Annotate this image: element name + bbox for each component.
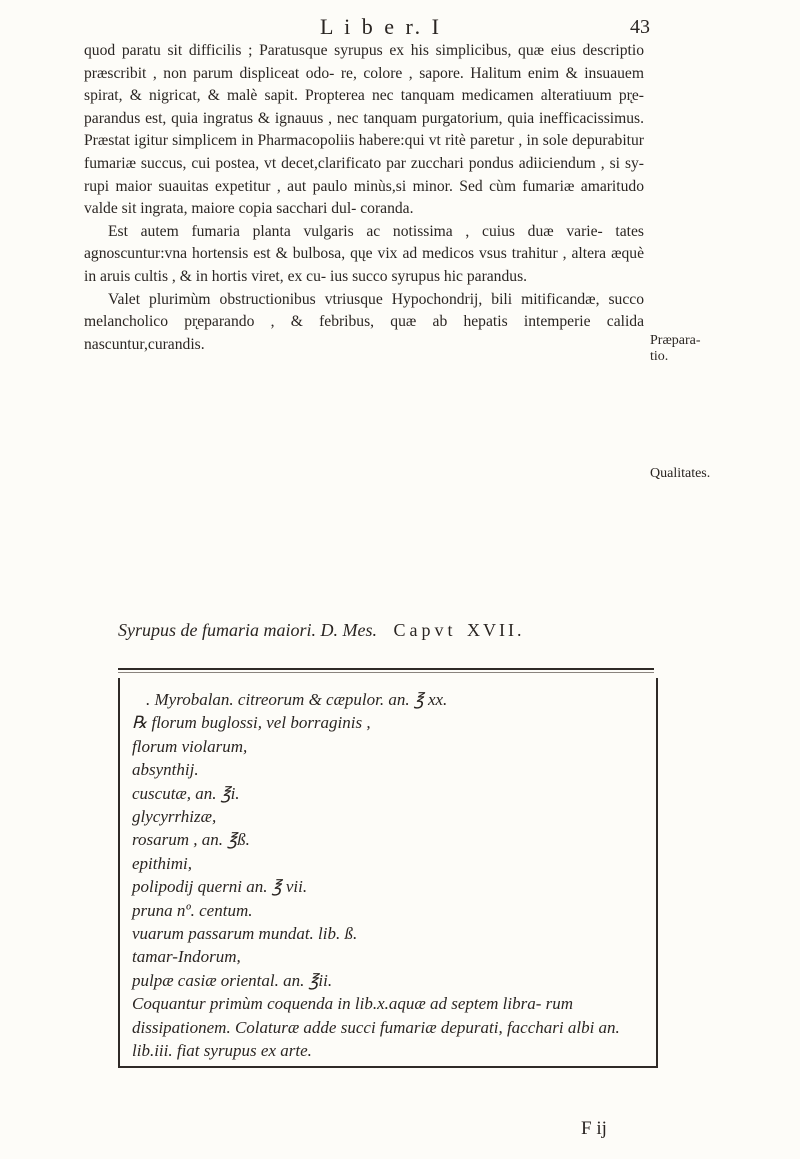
recipe-line: rosarum , an. ℥ß. bbox=[132, 830, 250, 850]
recipe-line: pruna nº. centum. bbox=[132, 900, 253, 920]
paragraph-2: Est autem fumaria planta vulgaris ac notissima , cuius duæ varie- tates agnoscuntur:vna hortensis est & bulbosa, qųe vix ad medicos vsus trahitur , altera æquè in aruis cultis , & in hortis viret, ex cu- ius succo syrupus hic parandus. bbox=[84, 222, 644, 285]
recipe-line: ℞ florum buglossi, vel borraginis , bbox=[132, 713, 371, 733]
chapter-title: Syrupus de fumaria maiori. D. Mes. bbox=[118, 620, 377, 640]
recipe-text bbox=[132, 688, 644, 1063]
recipe-line: cuscutæ, an. ℥i. bbox=[132, 783, 240, 803]
chapter-heading bbox=[118, 620, 638, 641]
recipe-box bbox=[118, 678, 658, 1068]
recipe-line: epithimi, bbox=[132, 853, 192, 873]
recipe-line: pulpæ casiæ oriental. an. ℥ii. bbox=[132, 970, 333, 990]
recipe-rule-top bbox=[118, 668, 654, 670]
margin-note-qualitates: Qualitates. bbox=[650, 466, 711, 481]
recipe-line: . Myrobalan. citreorum & cæpulor. an. ℥ xx. bbox=[146, 690, 448, 709]
paragraph-3: Valet plurimùm obstructionibus vtriusque Hypochondrij, bili mitificandæ, succo melancholico pr̨eparando , & febribus, quæ ab hepatis intemperie calida nascuntur,curandis. bbox=[84, 290, 644, 353]
paragraph-1: quod paratu sit difficilis ; Paratusque syrupus ex his simplicibus, quæ eius descriptio præscribit , non parum displiceat odo- re, colore , sapore. Halitum enim & insuauem spirat, & nigricat, & malè sapit. Propterea nec tanquam medicamen alteratiuum pr̨e- parandus est, quia ingratus & ignauus , nec tanquam purgatorium, quia inefficacissimus. Præstat igitur simplicem in Pharmacopoliis habere:qui vt ritè paretur , in sole depurabitur fumariæ succus, cui postea, vt decet,clarificato par zucchari pondus adiiciendum , si sy- rupi maior suauitas expetitur , aut paulo minùs,si minor. Sed cùm fumariæ amaritudo valde sit ingrata, maiore copia sacchari dul- coranda. bbox=[84, 42, 644, 218]
recipe-rule-top-thin bbox=[118, 672, 654, 673]
main-text bbox=[84, 40, 644, 356]
recipe-line: vuarum passarum mundat. lib. ß. bbox=[132, 924, 358, 944]
recipe-line: tamar-Indorum, bbox=[132, 947, 241, 967]
recipe-line: polipodij querni an. ℥ vii. bbox=[132, 877, 308, 897]
recipe-line: glycyrrhizæ, bbox=[132, 807, 217, 827]
chapter-label: Capvt bbox=[393, 620, 457, 640]
recipe-instructions: Coquantur primùm coquenda in lib.x.aquæ ad septem libra- rum dissipationem. Colaturæ adde succi fumariæ depurati, facchari albi an. lib.iii. fiat syrupus ex arte. bbox=[132, 994, 620, 1061]
page-number: 43 bbox=[630, 16, 650, 38]
recipe-line: florum violarum, bbox=[132, 736, 248, 756]
running-head: L i b e r. I bbox=[320, 14, 442, 39]
recipe-line: absynthij. bbox=[132, 760, 199, 780]
chapter-number: XVII. bbox=[467, 620, 525, 640]
signature-mark: F ij bbox=[581, 1118, 607, 1139]
margin-note-preparatio: Præpara- tio. bbox=[650, 333, 701, 364]
